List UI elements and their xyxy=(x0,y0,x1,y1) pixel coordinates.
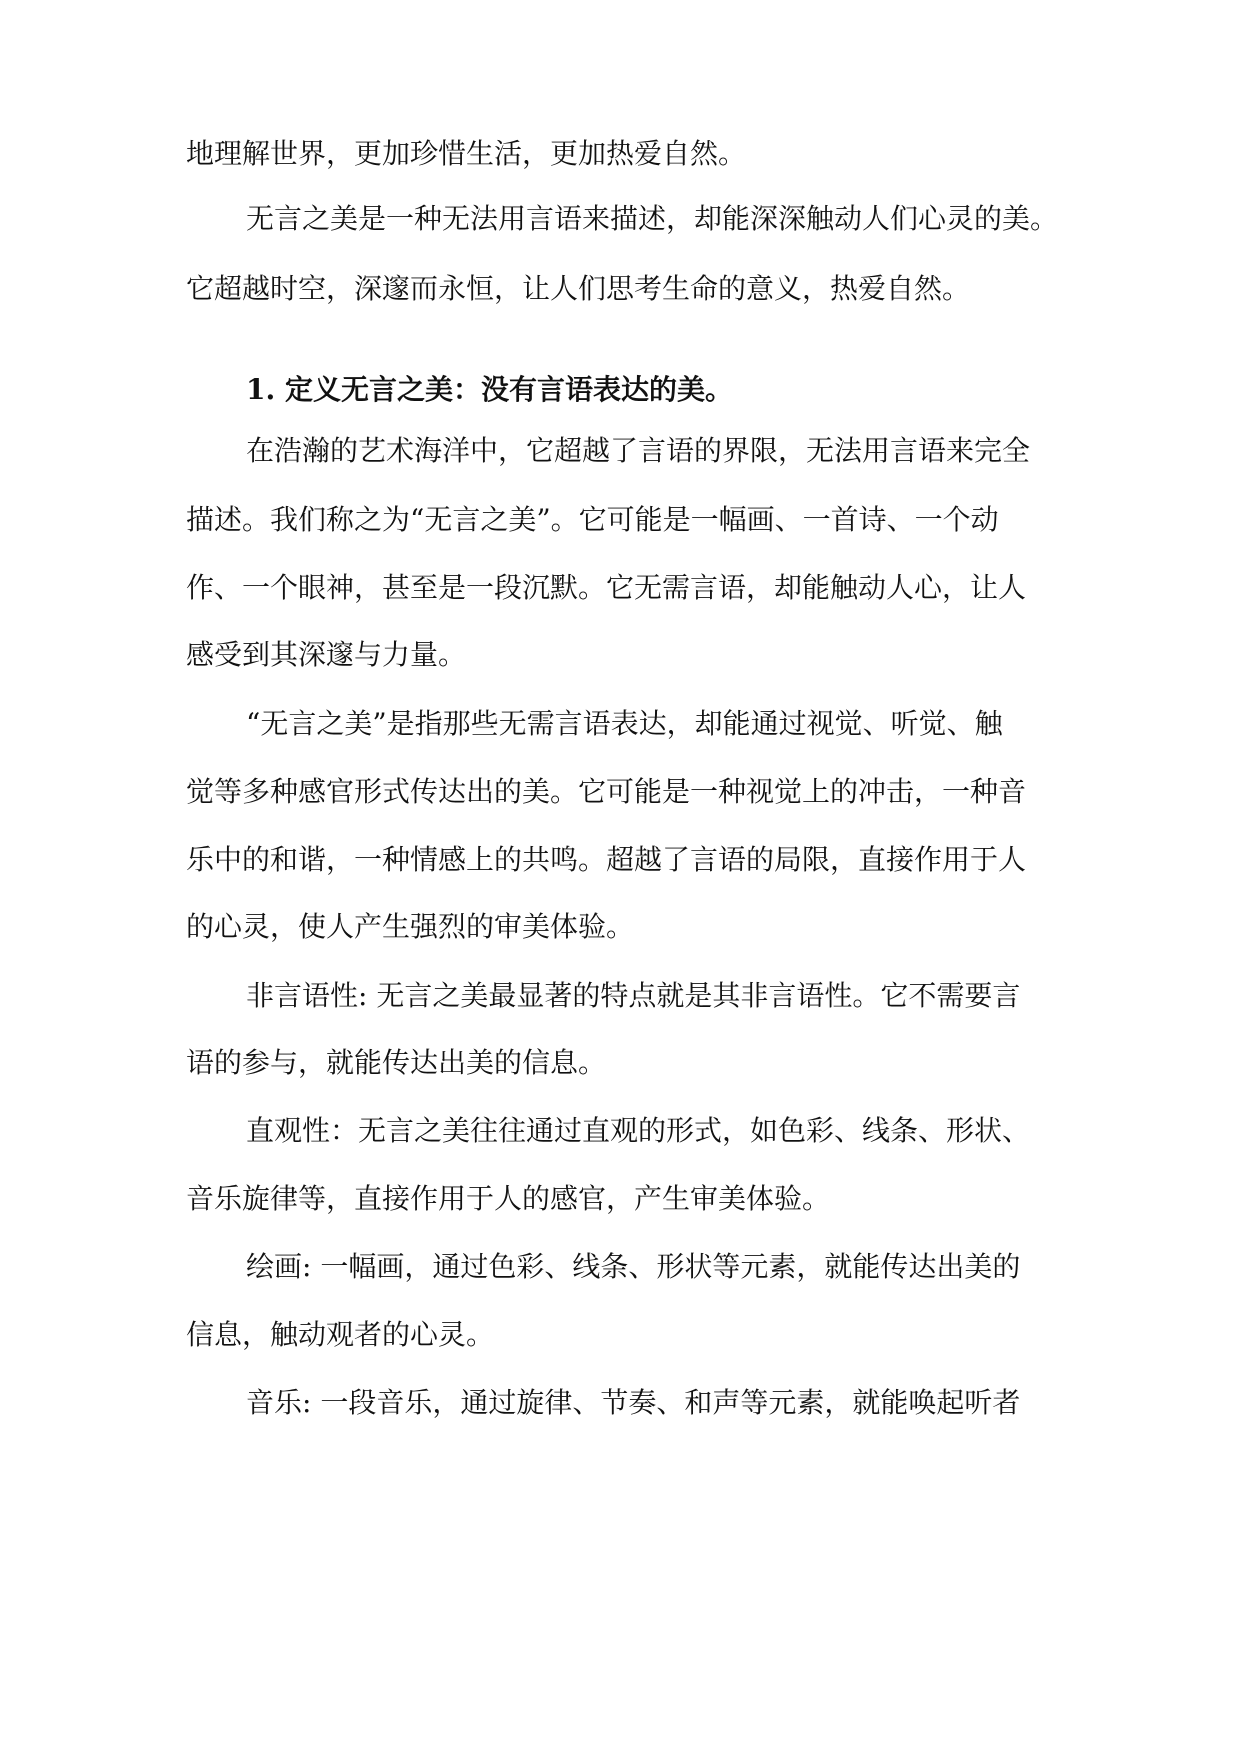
paragraph-line: 无言之美是一种无法用言语来描述，却能深深触动人们心灵的美。 xyxy=(246,202,1059,235)
paragraph-line: 作、一个眼神，甚至是一段沉默。它无需言语，却能触动人心，让人 xyxy=(186,571,1027,604)
paragraph-line: 语的参与，就能传达出美的信息。 xyxy=(186,1046,607,1079)
paragraph-line: 绘画: 一幅画，通过色彩、线条、形状等元素，就能传达出美的 xyxy=(246,1250,1021,1283)
paragraph-line: 音乐: 一段音乐，通过旋律、节奏、和声等元素，就能唤起听者 xyxy=(246,1386,1021,1419)
paragraph-line: 信息，触动观者的心灵。 xyxy=(186,1318,495,1351)
paragraph-line: 直观性：无言之美往往通过直观的形式，如色彩、线条、形状、 xyxy=(246,1114,1031,1147)
paragraph-line: 在浩瀚的艺术海洋中，它超越了言语的界限，无法用言语来完全 xyxy=(246,434,1031,467)
paragraph-line: “无言之美”是指那些无需言语表达，却能通过视觉、听觉、触 xyxy=(246,707,1003,740)
paragraph-line: 音乐旋律等，直接作用于人的感官，产生审美体验。 xyxy=(186,1182,831,1215)
paragraph-line: 非言语性: 无言之美最显著的特点就是其非言语性。它不需要言 xyxy=(246,979,1021,1012)
paragraph-line: 它超越时空，深邃而永恒，让人们思考生命的意义，热爱自然。 xyxy=(186,272,971,305)
paragraph-line: 地理解世界，更加珍惜生活，更加热爱自然。 xyxy=(186,137,747,170)
paragraph-line: 乐中的和谐，一种情感上的共鸣。超越了言语的局限，直接作用于人 xyxy=(186,843,1027,876)
section-heading: 1. 定义无言之美：没有言语表达的美。 xyxy=(246,373,733,406)
paragraph-line: 觉等多种感官形式传达出的美。它可能是一种视觉上的冲击，一种音 xyxy=(186,775,1027,808)
paragraph-line: 描述。我们称之为“无言之美”。它可能是一幅画、一首诗、一个动 xyxy=(186,503,999,536)
paragraph-line: 感受到其深邃与力量。 xyxy=(186,638,467,671)
paragraph-line: 的心灵，使人产生强烈的审美体验。 xyxy=(186,910,635,943)
